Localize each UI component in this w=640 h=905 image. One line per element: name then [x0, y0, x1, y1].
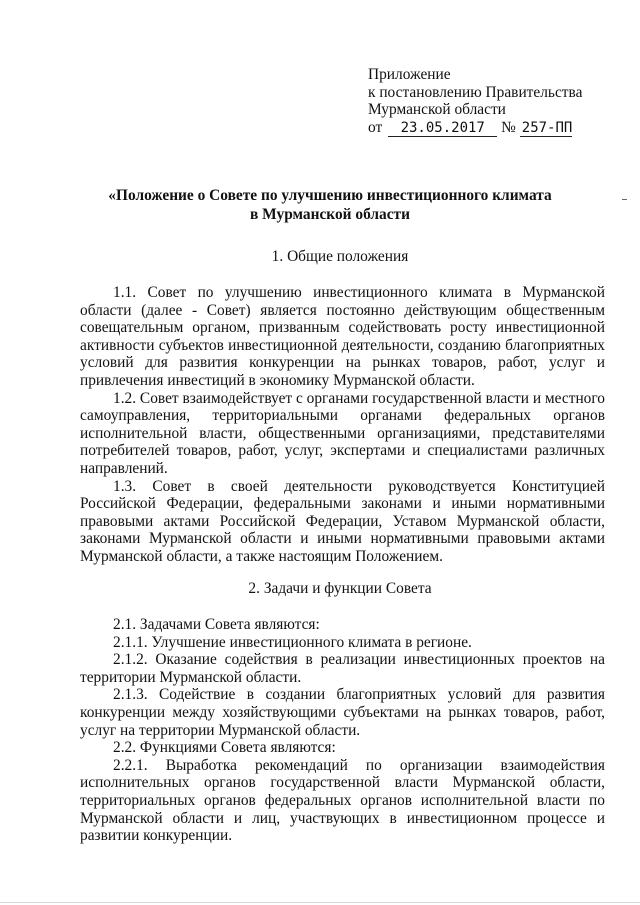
approval-line-3: Мурманской области [368, 101, 506, 118]
section-1-body [80, 284, 605, 566]
approval-date: 23.05.2017 [388, 121, 497, 137]
approval-line-1: Приложение [368, 66, 451, 83]
approval-date-line [368, 119, 608, 137]
title-line-1: «Положение о Совете по улучшению инвестиционного климата [108, 187, 552, 204]
paragraph-1-2: 1.2. Совет взаимодействует с органами государственной власти и местного самоуправления, территориальными органами федеральных органов исполнительной власти, общественными организациями, представителями потребителей товаров, работ, услуг, экспертами и специалистами различных направлений. [80, 389, 605, 477]
scan-edge [0, 902, 640, 903]
paragraph-2-1-1: 2.1.1. Улучшение инвестиционного климата в регионе. [113, 633, 472, 651]
approval-number: 257-ПП [521, 119, 573, 136]
paragraph-1-1: 1.1. Совет по улучшению инвестиционного климата в Мурманской области (далее - Совет) является постоянно действующим общественным совещательным органом, призванным содействовать росту инвестиционной активности субъектов инвестиционной деятельности, созданию благоприятных условий для развития конкуренции на рынках товаров, работ, услуг и привлечения инвестиций в экономику Мурманской области. [80, 284, 605, 389]
paragraph-2-1-3: 2.1.3. Содействие в создании благоприятных условий для развития конкуренции между хозяйствующими субъектами на рынках товаров, работ, услуг на территории Мурманской области. [80, 686, 605, 739]
section-1-heading: 1. Общие положения [271, 248, 409, 265]
approval-block [368, 66, 608, 137]
section-2-heading: 2. Задачи и функции Совета [248, 580, 432, 597]
number-prefix: № [501, 118, 516, 136]
paragraph-2-1: 2.1. Задачами Совета являются: [113, 616, 320, 633]
paragraph-1-3: 1.3. Совет в своей деятельности руководствуется Конституцией Российской Федерации, федеральными законами и иными нормативными правовыми актами Российской Федерации, Уставом Мурманской области, законами Мурманской области и иными нормативными правовыми актами Мурманской области, а также настоящим Положением. [80, 477, 605, 565]
margin-mark [622, 199, 627, 200]
section-2-body [80, 616, 605, 845]
paragraph-2-2: 2.2. Функциями Совета являются: [113, 739, 336, 757]
paragraph-2-2-1: 2.2.1. Выработка рекомендаций по организации взаимодействия исполнительных органов государственной власти Мурманской области, территориальных органов федеральных органов исполнительной власти по Мурманской области и лиц, участвующих в инвестиционном процессе и развитии конкуренции. [80, 756, 605, 845]
document-title [80, 186, 580, 224]
approval-line-2: к постановлению Правительства [368, 83, 583, 101]
paragraph-2-1-2: 2.1.2. Оказание содействия в реализации инвестиционных проектов на территории Мурманской области. [80, 651, 605, 686]
title-line-2: в Мурманской области [250, 206, 410, 223]
date-prefix: от [368, 118, 383, 136]
